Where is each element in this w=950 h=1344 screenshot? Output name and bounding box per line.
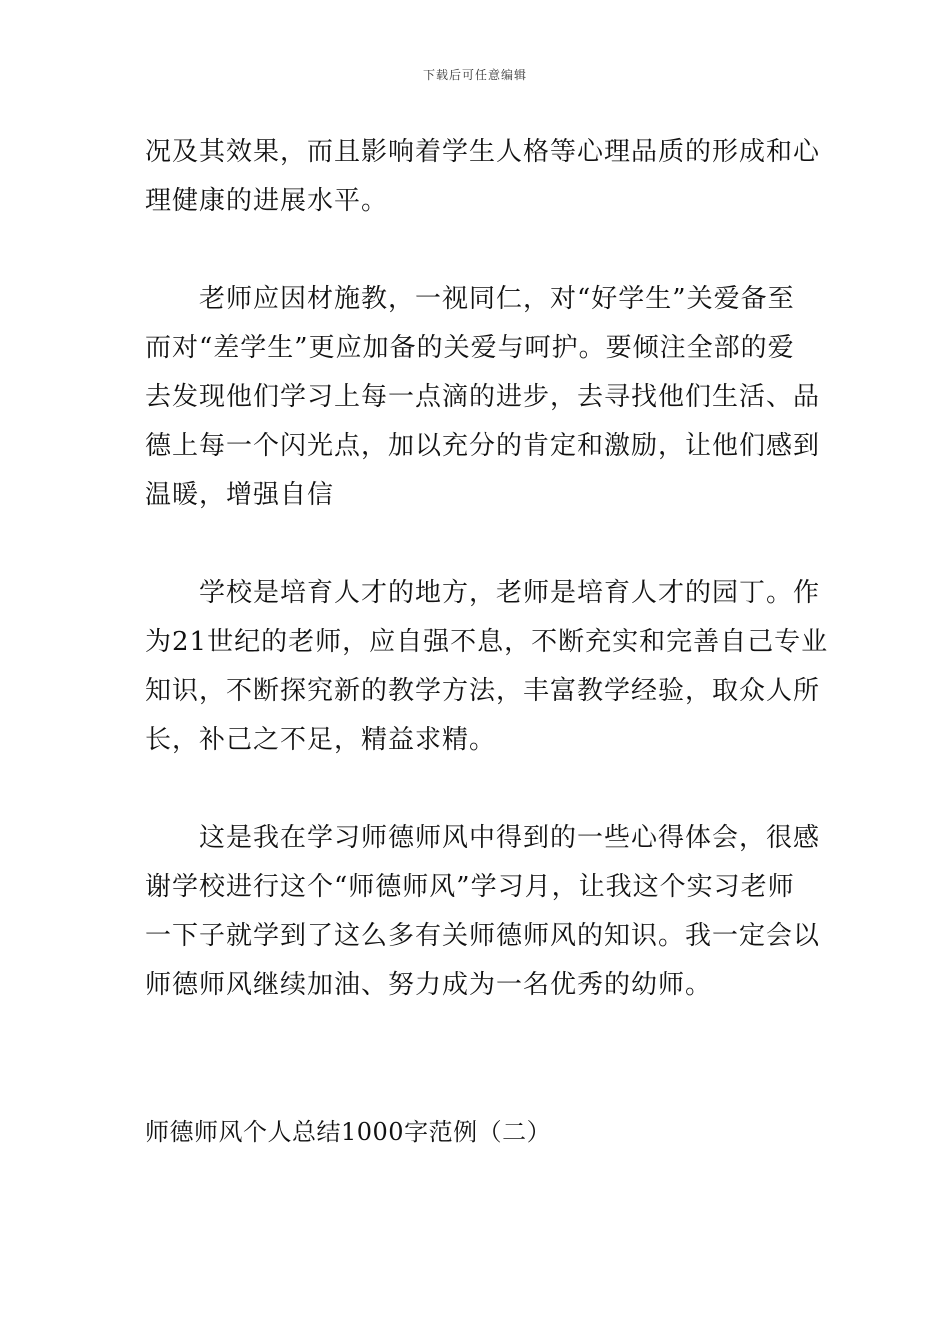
text-line: 温暖，增强自信	[145, 480, 335, 510]
section-gap	[145, 1010, 810, 1108]
text-line: 理健康的进展水平。	[145, 186, 389, 216]
paragraph-2	[145, 275, 821, 520]
text-line: 而对“差学生”更应加备的关爱与呵护。要倾注全部的爱	[145, 333, 795, 363]
text-line: 德上每一个闪光点，加以充分的肯定和激励，让他们感到	[145, 431, 821, 461]
paragraph-4	[145, 814, 821, 1010]
text-line: 师德师风继续加油、努力成为一名优秀的幼师。	[145, 970, 713, 1000]
paragraph-gap	[145, 226, 810, 275]
section-title: 师德师风个人总结1000字范例（二）	[145, 1118, 552, 1146]
text-line: 这是我在学习师德师风中得到的一些心得体会，很感	[199, 823, 821, 853]
text-line: 况及其效果，而且影响着学生人格等心理品质的形成和心	[145, 137, 821, 167]
paragraph-3	[145, 569, 829, 765]
text-line: 学校是培育人才的地方，老师是培育人才的园丁。作	[199, 578, 821, 608]
text-line: 知识，不断探究新的教学方法，丰富教学经验，取众人所	[145, 676, 821, 706]
text-line: 一下子就学到了这么多有关师德师风的知识。我一定会以	[145, 921, 821, 951]
paragraph-gap	[145, 520, 810, 569]
paragraph-gap	[145, 765, 810, 814]
text-line: 长，补己之不足，精益求精。	[145, 725, 497, 755]
page-header: 下载后可任意编辑	[422, 68, 527, 82]
text-line: 去发现他们学习上每一点滴的进步，去寻找他们生活、品	[145, 382, 821, 412]
text-line: 谢学校进行这个“师德师风”学习月，让我这个实习老师	[145, 872, 795, 902]
text-line: 为21世纪的老师，应自强不息，不断充实和完善自己专业	[145, 627, 829, 657]
text-line: 老师应因材施教，一视同仁，对“好学生”关爱备至	[199, 284, 795, 314]
document-body	[145, 128, 829, 1157]
paragraph-1	[145, 128, 821, 226]
